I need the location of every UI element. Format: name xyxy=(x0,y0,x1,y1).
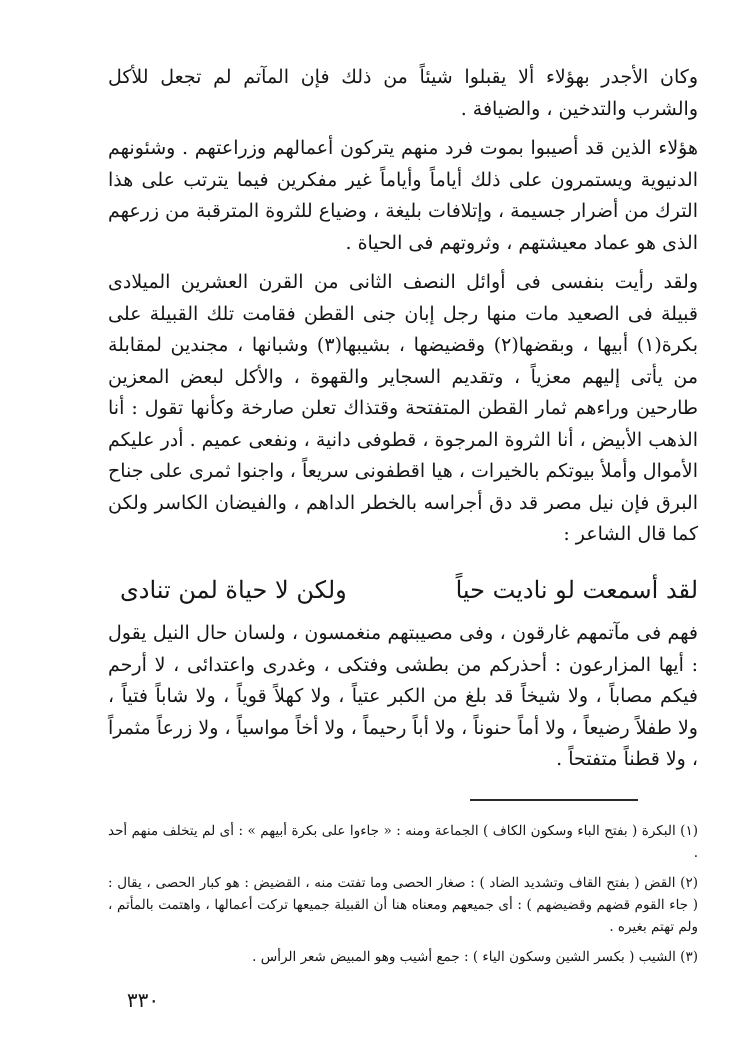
paragraph-3: ولقد رأيت بنفسى فى أوائل النصف الثانى من القرن العشرين الميلادى قبيلة فى الصعيد مات منها رجل إبان جنى القطن فقامت تلك القبيلة على بكرة(١) أبيها ، وبقضها(٢) وقضيضها ، بشيبها(٣) وشبانها ، مجندين لمقابلة من يأتى إليهم معزياً ، وتقديم السجاير والقهوة ، والأكل لبعض المعزين طارحين وراءهم ثمار القطن المتفتحة وقتذاك تعلن صارخة وكأنها تقول : أنا الذهب الأبيض ، أنا الثروة المرجوة ، قطوفى دانية ، ونفعى عميم . أدر عليكم الأموال وأملأ بيوتكم بالخيرات ، هيا اقطفونى سريعاً ، واجنوا ثمرى على جناح البرق فإن نيل مصر قد دق أجراسه بالخطر الداهم ، والفيضان الكاسر ولكن كما قال الشاعر : xyxy=(107,271,698,545)
paragraph-2: هؤلاء الذين قد أصيبوا بموت فرد منهم يتركون أعمالهم وزراعتهم . وشئونهم الدنيوية ويستمرون على ذلك أياماً وأياماً غير مفكرين فيما يترتب على هذا الترك من أضرار جسيمة ، وإتلافات بليغة ، وضياع للثروة المترقبة من زرعهم الذى هو عماد معيشتهم ، وثروتهم فى الحياة . xyxy=(108,137,698,254)
paragraph-4: فهم فى مآتمهم غارقون ، وفى مصيبتهم منغمسون ، ولسان حال النيل يقول : أيها المزارعون : أحذركم من بطشى وفتكى ، وغدرى واعتدائى ، لا أرحم فيكم مصاباً ، ولا شيخاً قد بلغ من الكبر عتياً ، ولا كهلاً قوياً ، ولا شاباً فتياً ، ولا طفلاً رضيعاً ، ولا أماً حنوناً ، ولا أباً رحيماً ، ولا أخاً مواسياً ، ولا زرعاً مثمراً ، ولا قطناً متفتحاً . xyxy=(108,622,698,770)
paragraph-1: وكان الأجدر بهؤلاء ألا يقبلوا شيئاً من ذلك فإن المآتم لم تجعل للأكل والشرب والتدخين ، والضيافة . xyxy=(108,66,698,120)
footnote-3: (٣) الشيب ( بكسر الشين وسكون الياء ) : جمع أشيب وهو المبيض شعر الرأس . xyxy=(252,949,698,965)
poetry-verse xyxy=(120,570,698,610)
footnote-2: (٢) القض ( بفتح القاف وتشديد الضاد ) : صغار الحصى وما تفتت منه ، القضيض : هو كبار الحصى ، يقال : ( جاء القوم قضهم وقضيضهم ) : أى جميعهم ومعناه هنا أن القبيلة جميعها تركت أعمالها ، واهتمت بالمأتم ، ولم تهتم بغيره . xyxy=(108,875,698,935)
footnote-separator xyxy=(470,799,638,801)
footnote-1: (١) البكرة ( بفتح الباء وسكون الكاف ) الجماعة ومنه : « جاءوا على بكرة أبيهم » : أى لم يتخلف منهم أحد . xyxy=(108,823,698,861)
main-text-continued xyxy=(108,618,698,776)
footnotes xyxy=(108,820,698,976)
page-number: ٣٣٠ xyxy=(126,988,160,1012)
main-text xyxy=(108,62,698,551)
verse-first-hemistich: لقد أسمعت لو ناديت حياً xyxy=(455,576,698,604)
verse-second-hemistich: ولكن لا حياة لمن تنادى xyxy=(120,576,347,604)
